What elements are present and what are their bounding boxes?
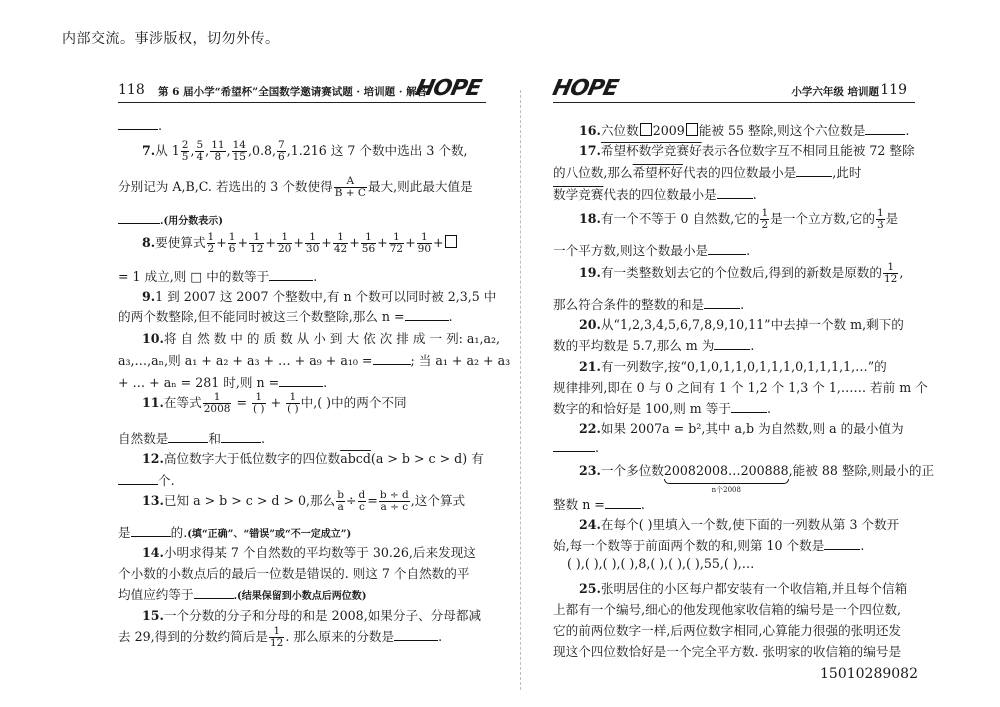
q8-line1: 8.要使算式 $\frac{1}{2}$ + $\frac{1}{6}$ + $\frac{1}{12}$ + $\frac{1}{20}$ + $\frac{1}{30}$ + $\frac{1}{42}$ + $\frac{1}{56}$ + $\frac{1}{72}$ + $\frac{1}{90}$ + — [142, 232, 458, 255]
q10-line2: a₃,…,aₙ,则 a₁ + a₂ + a₃ + … + a₉ + a₁₀ = ; 当 a₁ + a₂ + a₃ — [118, 353, 511, 368]
q25-line1: 25.张明居住的小区每户都安装有一个收信箱,并且每个信箱 — [579, 581, 908, 596]
q15-line2: 去 29,得到的分数约简后是 $\frac{1}{12}$ . 那么原来的分数是 . — [118, 625, 443, 650]
right-header-title: 小学六年级 培训题 — [791, 86, 879, 98]
left-page — [118, 76, 511, 650]
q8-fraction: $\frac{1}{20}$ — [277, 231, 292, 256]
q24-line2: 始,每一个数等于前面两个数的和,则第 10 个数是 . — [553, 538, 865, 553]
q21-line2: 规律排列,即在 0 与 0 之间有 1 个 1,2 个 1,3 个 1,…… 若前 m 个 — [553, 380, 928, 395]
q14-line3: 均值应约等于 .(结果保留到小数点后两位数) — [118, 587, 367, 602]
q18-line2: 一个平方数,则这个数最小是 . — [553, 243, 751, 258]
q25-line2: 上都有一个编号,细心的他发现他家收信箱的编号是一个四位数, — [553, 602, 902, 617]
q8-line2: = 1 成立,则 □ 中的数等于 . — [118, 269, 318, 284]
q8-fraction: $\frac{1}{2}$ — [207, 231, 215, 256]
q25-line3: 它的前两位数字一样,后两位数字相同,心算能力很强的张明还发 — [553, 623, 902, 638]
q10-line3: + … + aₙ = 281 时,则 n = . — [118, 375, 328, 390]
hope-logo: HOPE — [413, 76, 483, 101]
q14-line2: 个小数的小数点后的最后一位数是错误的. 则这 7 个自然数的平 — [118, 566, 470, 581]
q8-fraction: $\frac{1}{30}$ — [305, 231, 320, 256]
left-page-number: 118 — [118, 82, 145, 98]
q17-line1: 17.希望杯数学竞赛好表示各位数字互不相同且能被 72 整除 — [579, 143, 915, 158]
q8-fraction: $\frac{1}{56}$ — [361, 231, 376, 256]
q19-line2: 那么符合条件的整数的和是 . — [553, 297, 745, 312]
q23-line1: 23.一个多位数20082008…200888 n个2008 ,能被 88 整除,则最小的正 — [579, 463, 935, 494]
right-page-number: 119 — [880, 82, 907, 98]
q7-line2: 分别记为 A,B,C. 若选出的 3 个数使得 $\frac{A}{B + C}$ 最大,则此最大值是 — [118, 175, 473, 200]
q8-fraction: $\frac{1}{72}$ — [389, 231, 404, 256]
q22-line2: . — [553, 440, 599, 455]
q20-line1: 20.从“1,2,3,4,5,6,7,8,9,10,11”中去掉一个数 m,剩下的 — [579, 317, 904, 332]
q12-line1: 12.高位数字大于低位数字的四位数abcd(a > b > c > d) 有 — [142, 451, 484, 466]
q8-fraction: $\frac{1}{12}$ — [250, 231, 264, 256]
q24-line3: ( ),( ),( ),( ),8,( ),( ),( ),55,( ),… — [567, 556, 755, 571]
q9-line1: 9.1 到 2007 这 2007 个整数中,有 n 个数可以同时被 2,3,5 中 — [142, 289, 497, 304]
q8-fraction: $\frac{1}{42}$ — [333, 231, 348, 256]
q10-line1: 10.将 自 然 数 中 的 质 数 从 小 到 大 依 次 排 成 一 列: a₁,a₂, — [142, 331, 501, 346]
q17-line2: 的八位数,那么希望杯好代表的四位数最小是 ,此时 — [553, 165, 862, 180]
q6-tail: . — [118, 118, 162, 133]
left-page-header — [118, 76, 486, 103]
top-note: 内部交流。事涉版权，切勿外传。 — [62, 31, 280, 47]
q21-line3: 数字的和恰好是 100,则 m 等于 . — [553, 401, 771, 416]
q24-line1: 24.在每个( )里填入一个数,使下面的一列数从第 3 个数开 — [579, 517, 900, 532]
q11-line2: 自然数是 和 . — [118, 431, 265, 446]
q17-line3: 数学竞赛代表的四位数最小是 . — [553, 187, 757, 202]
q15-line1: 15.一个分数的分子和分母的和是 2008,如果分子、分母都减 — [142, 608, 482, 623]
q20-line2: 数的平均数是 5.7,那么 m 为 . — [553, 338, 755, 353]
q13-line1: 13.已知 a > b > c > d > 0,那么 $\frac{b}{a}$ ÷ $\frac{d}{c}$ = $\frac{b \div d}{a \div c}$ ,这个算式 — [142, 489, 466, 514]
hope-logo: HOPE — [550, 76, 620, 101]
q13-line2: 是 的.(填“正确”、“错误”或“不一定成立”) — [118, 525, 352, 540]
left-header-title: 第 6 届小学“希望杯”全国数学邀请赛试题 · 培训题 · 解答 — [158, 86, 428, 98]
q8-fraction: $\frac{1}{90}$ — [417, 231, 432, 256]
q21-line1: 21.有一列数字,按“0,1,0,1,1,0,1,1,1,0,1,1,1,1,…”的 — [579, 359, 887, 374]
q23-line2: 整数 n = . — [553, 497, 645, 512]
q19-line1: 19.有一类整数划去它的个位数后,得到的新数是原数的 $\frac{1}{12}$ , — [579, 261, 904, 286]
answer-box — [445, 235, 457, 248]
q18-line1: 18.有一个不等于 0 自然数,它的 $\frac{1}{2}$ 是一个立方数,它的 $\frac{1}{3}$ 是 — [579, 207, 899, 232]
q7-line3: .(用分数表示) — [118, 212, 223, 227]
q7-line1: 7.从 1 $\frac{2}{5}$ , $\frac{5}{4}$ , $\frac{11}{8}$ , $\frac{14}{15}$ ,0.8, $\frac{7}{6}$ ,1.2̇16̇ 这 7 个数中选出 3 个数, — [142, 139, 468, 164]
q16-line1: 16.六位数 2009 能被 55 整除,则这个六位数是 . — [579, 123, 910, 138]
q8-fraction: $\frac{1}{6}$ — [228, 231, 236, 256]
answer-blank — [118, 118, 158, 130]
right-page — [550, 76, 935, 659]
q11-line1: 11.在等式 $\frac{1}{2008}$ = $\frac{1}{( )}$ + $\frac{1}{( )}$ 中,( )中的两个不同 — [142, 391, 407, 416]
q14-line1: 14.小明求得某 7 个自然数的平均数等于 30.26,后来发现这 — [142, 545, 476, 560]
q23-repeated-number: 20082008…200888 n个2008 — [663, 463, 789, 494]
q22-line1: 22.如果 2007a = b²,其中 a,b 为自然数,则 a 的最小值为 — [579, 421, 904, 436]
q25-line4: 现这个四位数恰好是一个完全平方数. 张明家的收信箱的编号是 — [553, 644, 902, 659]
right-page-header — [550, 76, 915, 103]
page-gutter — [520, 90, 521, 690]
q12-line2: 个. — [118, 470, 175, 489]
q9-line2: 的两个数整除,但不能同时被这三个数整除,那么 n = . — [118, 309, 453, 324]
phone-number: 15010289082 — [820, 666, 918, 682]
q8-fraction-sum: $\frac{1}{2}$ + $\frac{1}{6}$ + $\frac{1}{12}$ + $\frac{1}{20}$ + $\frac{1}{30}$ + $\frac{1}{42}$ + $\frac{1}{56}$ + $\frac{1}{72}$ + $\frac{1}{90}$ — [207, 231, 432, 256]
